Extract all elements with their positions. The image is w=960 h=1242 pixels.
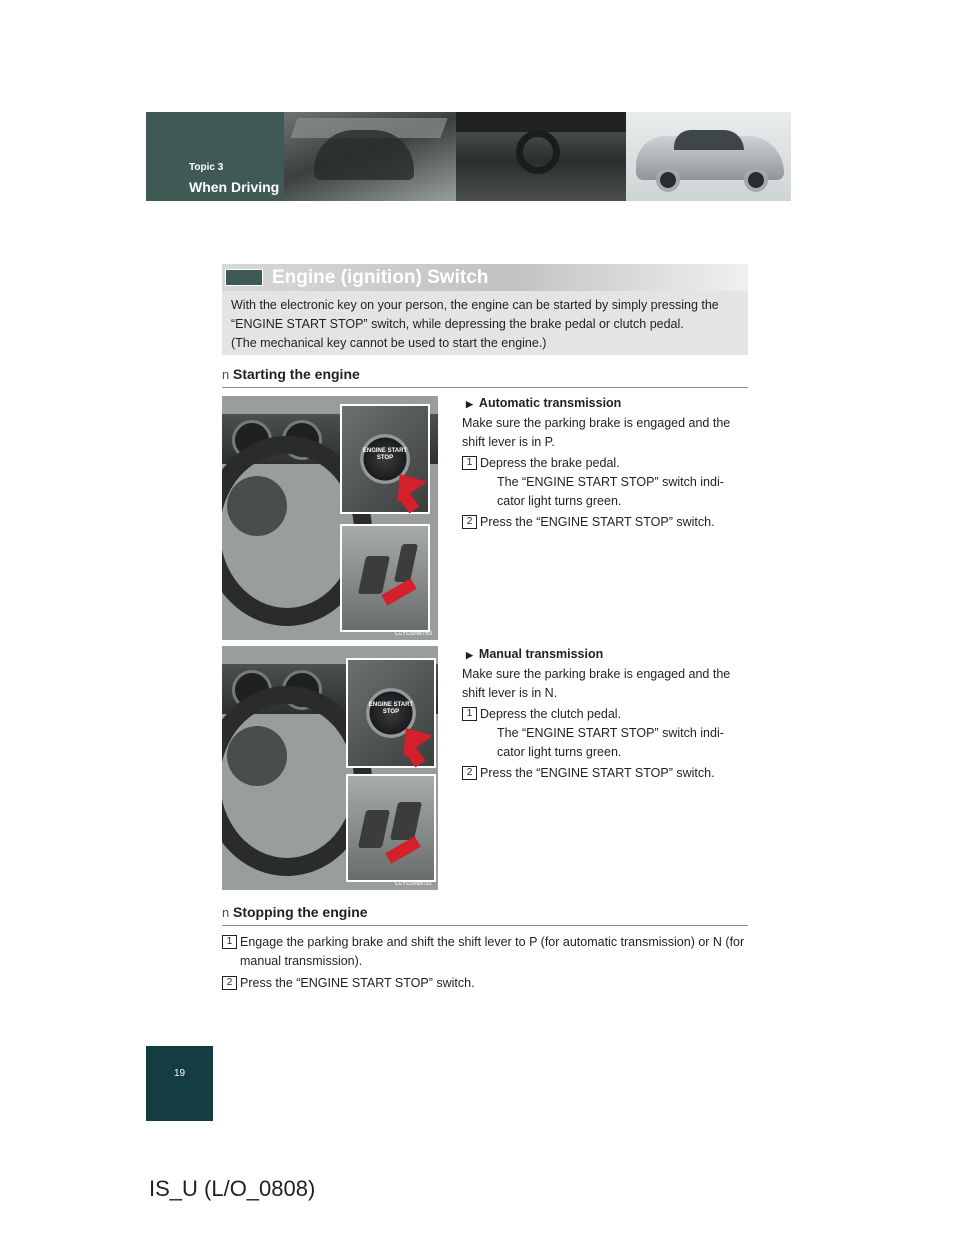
header-photo-car xyxy=(626,112,791,201)
topic-title: When Driving xyxy=(189,179,280,195)
intro-line: “ENGINE START STOP” switch, while depressing the brake pedal or clutch pedal. xyxy=(231,317,684,331)
image-manual-transmission xyxy=(222,646,438,890)
automatic-heading-text: Automatic transmission xyxy=(478,396,622,410)
section-intro xyxy=(222,291,748,355)
subheading-starting-text: Starting the engine xyxy=(233,366,360,382)
image-automatic-transmission xyxy=(222,396,438,640)
header-photo-dashboard xyxy=(456,112,626,201)
step-note: The “ENGINE START STOP” switch indi- cator light turns green. xyxy=(497,726,724,759)
topic-label: Topic 3 xyxy=(189,162,224,173)
triangle-icon: ▶ xyxy=(466,399,473,409)
step-number: 2 xyxy=(462,766,477,780)
image-code: CLYO3AB763 xyxy=(394,631,432,637)
step-text: Press the “ENGINE START STOP” switch. xyxy=(240,976,475,990)
step-text: Press the “ENGINE START STOP” switch. xyxy=(480,515,715,529)
manual-heading xyxy=(462,645,748,665)
subheading-starting xyxy=(222,366,748,388)
clutch-pedal-icon xyxy=(358,810,390,848)
automatic-instructions xyxy=(462,394,748,532)
intro-line: With the electronic key on your person, the engine can be started by simply pressing the xyxy=(231,298,719,312)
header-photo-interior-seat xyxy=(284,112,456,201)
step-text: Depress the clutch pedal. xyxy=(480,707,622,721)
step-text: Engage the parking brake and shift the shift lever to P (for automatic transmission) or N (for manual transmission). xyxy=(240,935,745,968)
steering-hub-logo xyxy=(227,476,287,536)
step-2 xyxy=(222,974,748,993)
subheading-stopping xyxy=(222,904,748,926)
inset-start-button xyxy=(346,658,436,768)
topic-header xyxy=(146,112,791,201)
automatic-heading xyxy=(462,394,748,414)
page-number-tab xyxy=(146,1046,213,1121)
step-text: Press the “ENGINE START STOP” switch. xyxy=(480,766,715,780)
automatic-intro: Make sure the parking brake is engaged and the shift lever is in P. xyxy=(462,416,731,449)
triangle-icon: ▶ xyxy=(466,650,473,660)
stopping-steps xyxy=(222,933,748,993)
section-title: Engine (ignition) Switch xyxy=(272,267,489,288)
step-number: 1 xyxy=(462,707,477,721)
step-2 xyxy=(462,764,748,783)
accelerator-pedal-icon xyxy=(394,544,418,582)
step-text: Depress the brake pedal. xyxy=(480,456,620,470)
step-number: 1 xyxy=(462,456,477,470)
image-code: CLYO3AB032 xyxy=(394,881,432,887)
red-arrow-icon xyxy=(381,578,416,605)
brake-pedal-icon xyxy=(390,802,422,840)
step-1 xyxy=(222,933,748,971)
step-number: 1 xyxy=(222,935,237,949)
step-2 xyxy=(462,513,748,532)
button-label: ENGINE START STOP xyxy=(368,702,414,715)
step-1 xyxy=(462,454,748,473)
intro-line: (The mechanical key cannot be used to start the engine.) xyxy=(231,336,547,350)
step-number: 2 xyxy=(462,515,477,529)
red-arrow-tail xyxy=(397,489,419,514)
inset-start-button xyxy=(340,404,430,514)
footer-document-code: IS_U (L/O_0808) xyxy=(149,1176,316,1201)
manual-instructions xyxy=(462,645,748,783)
bullet-marker: n xyxy=(222,367,230,382)
page-number: 19 xyxy=(173,1068,186,1079)
bullet-marker: n xyxy=(222,905,230,920)
manual-heading-text: Manual transmission xyxy=(478,647,604,661)
step-number: 2 xyxy=(222,976,237,990)
inset-clutch-pedal xyxy=(346,774,436,882)
red-arrow-icon xyxy=(385,836,420,863)
step-1 xyxy=(462,705,748,724)
inset-brake-pedal xyxy=(340,524,430,632)
step-note: The “ENGINE START STOP” switch indi- cator light turns green. xyxy=(497,475,724,508)
red-arrow-tail xyxy=(403,743,425,768)
subheading-stopping-text: Stopping the engine xyxy=(233,904,368,920)
section-title-bar xyxy=(222,264,748,291)
steering-hub-logo xyxy=(227,726,287,786)
brake-pedal-icon xyxy=(358,556,390,594)
manual-intro: Make sure the parking brake is engaged and the shift lever is in N. xyxy=(462,667,731,700)
button-label: ENGINE START STOP xyxy=(362,448,408,461)
section-tab-marker xyxy=(225,269,263,286)
